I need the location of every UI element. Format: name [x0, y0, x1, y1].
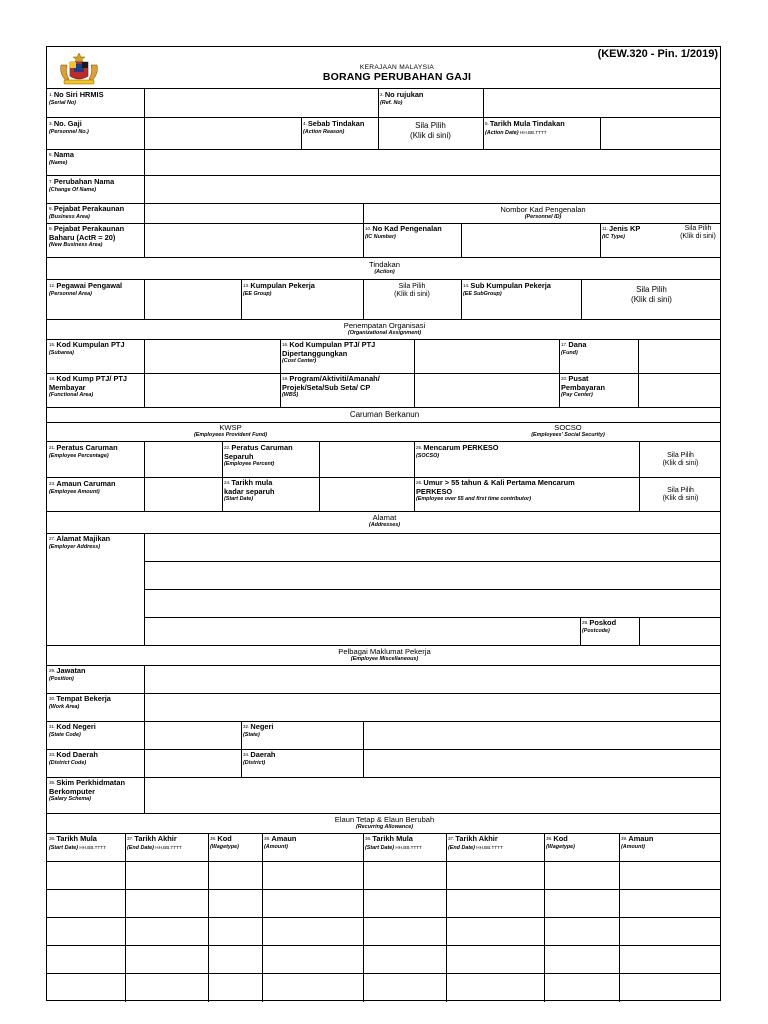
allowance-cell[interactable] — [48, 890, 124, 916]
employee-percentage-field[interactable] — [145, 442, 221, 476]
allowance-cell[interactable] — [620, 918, 721, 944]
ref-no-field[interactable] — [484, 89, 720, 116]
allowance-cell[interactable] — [263, 918, 362, 944]
allowance-col-header: $^{38.}$Kod (Wagetype) — [546, 834, 575, 850]
allowance-cell[interactable] — [209, 862, 261, 888]
form-title: BORANG PERUBAHAN GAJI — [322, 71, 472, 83]
allowance-cell[interactable] — [545, 946, 618, 972]
cost-center-field[interactable] — [415, 340, 558, 372]
allowance-cell[interactable] — [620, 946, 721, 972]
allowance-cell[interactable] — [48, 862, 124, 888]
subarea-field[interactable] — [145, 340, 279, 372]
employee-percentage-label: $^{21.}$Peratus Caruman (Employee Percentage) — [49, 443, 118, 459]
ee-subgroup-label: $^{14.}$Sub Kumpulan Pekerja (EE SubGroup) — [463, 281, 551, 297]
allowance-cell[interactable] — [447, 890, 543, 916]
change-of-name-field[interactable] — [145, 176, 720, 202]
government-crest-logo — [56, 51, 102, 87]
allowance-cell[interactable] — [620, 974, 721, 1001]
functional-area-field[interactable] — [145, 374, 279, 406]
allowance-cell[interactable] — [263, 974, 362, 1001]
allowance-cell[interactable] — [447, 946, 543, 972]
recurring-allowance-heading: Elaun Tetap & Elaun Berubah (Recurring Allowance) — [334, 815, 435, 830]
allowance-cell[interactable] — [364, 890, 445, 916]
allowance-cell[interactable] — [209, 946, 261, 972]
fund-field[interactable] — [639, 340, 720, 372]
allowance-cell[interactable] — [364, 862, 445, 888]
action-section-heading: Tindakan (Action) — [369, 260, 400, 275]
allowance-col-header: $^{39.}$Amaun (Amount) — [621, 834, 654, 850]
cost-center-label: $^{16.}$Kod Kumpulan PTJ/ PTJ Dipertanggungkan (Cost Center) — [282, 340, 376, 365]
ic-type-select[interactable]: Sila Pilih (Klik di sini) — [680, 225, 716, 241]
ic-number-field[interactable] — [462, 224, 599, 256]
allowance-col-header: $^{39.}$Amaun (Amount) — [264, 834, 297, 850]
allowance-cell[interactable] — [126, 946, 207, 972]
allowance-cell[interactable] — [263, 862, 362, 888]
postcode-label: $^{28.}$Poskod (Postcode) — [582, 618, 617, 634]
work-area-field[interactable] — [145, 694, 720, 720]
address-line-3-field[interactable] — [145, 590, 720, 616]
state-field[interactable] — [364, 722, 720, 748]
allowance-cell[interactable] — [447, 862, 543, 888]
personnel-no-field[interactable] — [145, 118, 300, 148]
name-field[interactable] — [145, 150, 720, 174]
allowance-cell[interactable] — [620, 890, 721, 916]
kwsp-heading: KWSP (Employees Provident Fund) — [193, 423, 268, 438]
business-area-label: $^{8.}$Pejabat Perakaunan (Business Area) — [49, 204, 125, 220]
personnel-area-field[interactable] — [145, 280, 240, 318]
employee-amount-label: $^{23.}$Amaun Caruman (Employee Amount) — [49, 479, 116, 495]
allowance-cell[interactable] — [126, 890, 207, 916]
allowance-col-header: $^{38.}$Kod (Wagetype) — [210, 834, 239, 850]
allowance-cell[interactable] — [209, 918, 261, 944]
action-reason-label: $^{4.}$Sebab Tindakan (Action Reason) — [303, 119, 365, 135]
address-line-2-field[interactable] — [145, 562, 720, 588]
ic-type-label: $^{11.}$Jenis KP (IC Type) — [602, 224, 641, 240]
serial-no-label: $^{1.}$No Siri HRMIS (Serial No) — [49, 90, 104, 106]
business-area-field[interactable] — [145, 204, 362, 222]
new-business-area-label: $^{9.}$Pejabat Perakaunan Baharu (ActR = 20) (New Business Area) — [49, 224, 125, 249]
personnel-no-label: $^{3.}$No. Gaji (Personnel No.) — [49, 119, 89, 135]
work-area-label: $^{30.}$Tempat Bekerja (Work Area) — [49, 694, 111, 710]
allowance-cell[interactable] — [48, 946, 124, 972]
allowance-cell[interactable] — [545, 918, 618, 944]
half-percent-field[interactable] — [320, 442, 413, 476]
half-rate-start-date-label: $^{24.}$Tarikh mula kadar separuh (Start Date) — [224, 478, 275, 503]
ic-number-label: $^{10.}$No Kad Pengenalan (IC Number) — [365, 224, 442, 240]
allowance-cell[interactable] — [209, 974, 261, 1001]
allowance-cell[interactable] — [447, 918, 543, 944]
allowance-cell[interactable] — [126, 974, 207, 1001]
half-rate-start-date-field[interactable] — [320, 478, 413, 510]
address-line-4-field[interactable] — [145, 618, 579, 644]
allowance-col-header: $^{37.}$Tarikh Akhir (End Date) HH.BB.TTTT — [448, 834, 503, 851]
salary-schema-field[interactable] — [145, 778, 720, 812]
position-field[interactable] — [145, 666, 720, 692]
wbs-field[interactable] — [415, 374, 558, 406]
socso-contribute-select[interactable]: Sila Pilih (Klik di sini) — [662, 452, 699, 468]
allowance-cell[interactable] — [545, 862, 618, 888]
allowance-cell[interactable] — [126, 918, 207, 944]
allowance-cell[interactable] — [263, 946, 362, 972]
position-label: $^{29.}$Jawatan (Position) — [49, 666, 86, 682]
allowance-col-header: $^{37.}$Tarikh Akhir (End Date) HH.BB.TTTT — [127, 834, 182, 851]
subarea-label: $^{15.}$Kod Kumpulan PTJ (Subarea) — [49, 340, 125, 356]
change-of-name-label: $^{7.}$Perubahan Nama (Change Of Name) — [49, 177, 115, 193]
functional-area-label: $^{18.}$Kod Kump PTJ/ PTJ Membayar (Functional Area) — [49, 374, 128, 399]
fund-label: $^{17.}$Dana (Fund) — [561, 340, 587, 356]
state-code-field[interactable] — [145, 722, 240, 748]
government-heading: KERAJAAN MALAYSIA — [359, 64, 435, 71]
allowance-cell[interactable] — [364, 974, 445, 1001]
allowance-cell[interactable] — [447, 974, 543, 1001]
allowance-cell[interactable] — [263, 890, 362, 916]
ee-subgroup-select[interactable]: Sila Pilih (Klik di sini) — [631, 285, 672, 304]
employee-misc-heading: Pelbagai Maklumat Pekerja (Employee Miscellaneous) — [338, 647, 431, 662]
action-date-field[interactable] — [601, 118, 720, 148]
name-label: $^{6.}$Nama (Name) — [49, 150, 74, 166]
allowance-col-header: $^{36.}$Tarikh Mula (Start Date) HH.BB.TTTT — [365, 834, 422, 851]
allowance-cell[interactable] — [364, 946, 445, 972]
allowance-cell[interactable] — [48, 918, 124, 944]
pay-center-label: $^{20.}$Pusat Pembayaran (Pay Center) — [561, 374, 605, 399]
ee-group-label: $^{13.}$Kumpulan Pekerja (EE Group) — [243, 281, 315, 297]
allowance-cell[interactable] — [620, 862, 721, 888]
serial-no-field[interactable] — [145, 89, 377, 116]
ref-no-label: $^{2.}$No rujukan (Ref. No) — [380, 90, 424, 106]
salary-change-form — [46, 46, 721, 1001]
allowance-cell[interactable] — [209, 890, 261, 916]
state-code-label: $^{31.}$Kod Negeri (State Code) — [49, 722, 96, 738]
personnel-id-heading: Nombor Kad Pengenalan (Personnel ID) — [500, 205, 586, 220]
district-label: $^{34.}$Daerah (District) — [243, 750, 276, 766]
personnel-area-label: $^{12.}$Pegawai Pengawal (Personnel Area) — [49, 281, 123, 297]
employee-amount-field[interactable] — [145, 478, 221, 510]
address-line-1-field[interactable] — [145, 534, 720, 560]
socso-contribute-label: $^{25.}$Mencarum PERKESO (SOCSO) — [416, 443, 499, 459]
district-code-label: $^{33.}$Kod Daerah (District Code) — [49, 750, 98, 766]
address-section-heading: Alamat (Addresses) — [368, 513, 401, 528]
form-reference-code: (KEW.320 - Pin. 1/2019) — [597, 48, 718, 60]
allowance-col-header: $^{36.}$Tarikh Mula (Start Date) HH.BB.TTTT — [49, 834, 106, 851]
salary-schema-label: $^{35.}$Skim Perkhidmatan Berkomputer (Salary Schema) — [49, 778, 125, 803]
pay-center-field[interactable] — [639, 374, 720, 406]
ee-group-select[interactable]: Sila Pilih (Klik di sini) — [394, 283, 430, 299]
district-code-field[interactable] — [145, 750, 240, 776]
over-55-select[interactable]: Sila Pilih (Klik di sini) — [662, 487, 699, 503]
allowance-cell[interactable] — [545, 890, 618, 916]
allowance-cell[interactable] — [48, 974, 124, 1001]
org-assignment-heading: Penempatan Organisasi (Organizational Assignment) — [343, 321, 426, 336]
action-date-label: $^{5.}$Tarikh Mula Tindakan (Action Date) HH.BB.TTTT — [485, 119, 565, 136]
state-label: $^{32.}$Negeri (State) — [243, 722, 274, 738]
new-business-area-field[interactable] — [145, 224, 362, 256]
allowance-cell[interactable] — [126, 862, 207, 888]
allowance-cell[interactable] — [545, 974, 618, 1001]
district-field[interactable] — [364, 750, 720, 776]
over-55-label: $^{26.}$Umur > 55 tahun & Kali Pertama Mencarum PERKESO (Employee over 55 and first time contributor) — [416, 478, 575, 503]
socso-heading: SOCSO (Employees' Social Security) — [531, 423, 605, 438]
allowance-cell[interactable] — [364, 918, 445, 944]
employer-address-label: $^{27.}$Alamat Majikan (Employer Address) — [49, 534, 111, 550]
wbs-label: $^{19.}$Program/Aktiviti/Amanah/ Projek/Seta/Sub Seta/ CP (WBS) — [282, 374, 380, 399]
action-reason-select[interactable]: Sila Pilih (Klik di sini) — [410, 121, 451, 140]
half-percent-label: $^{22.}$Peratus Caruman Separuh (Employee Percent) — [224, 443, 293, 468]
statutory-contribution-heading: Caruman Berkanun — [349, 410, 420, 419]
postcode-field[interactable] — [640, 618, 720, 644]
